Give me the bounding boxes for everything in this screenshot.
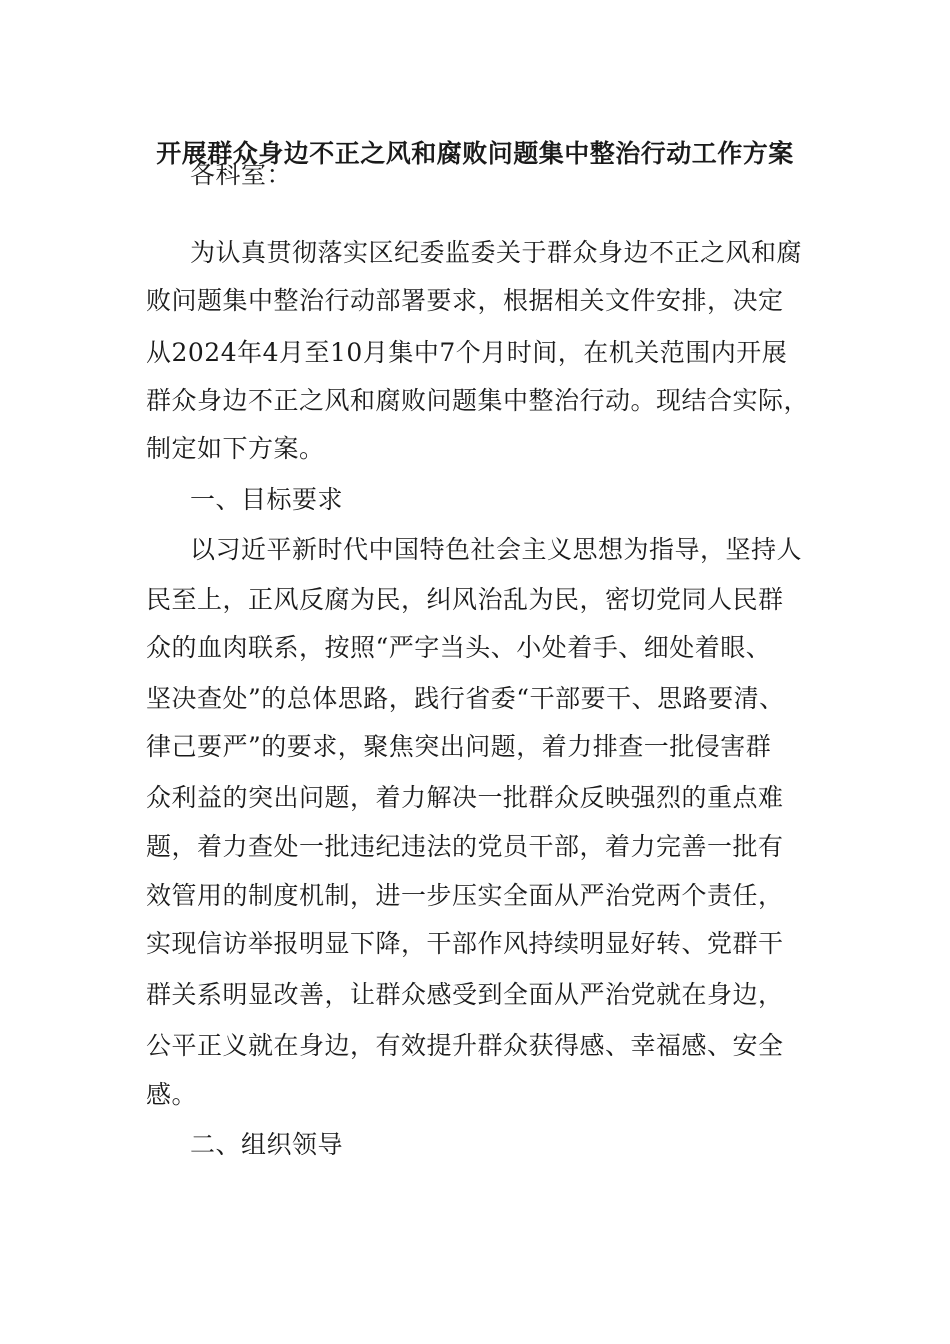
section-heading: 二、组织领导 (190, 1130, 344, 1159)
paragraph-line: 民至上，正风反腐为民，纠风治乱为民，密切党同人民群 (146, 585, 784, 614)
paragraph-line: 群众身边不正之风和腐败问题集中整治行动。现结合实际， (146, 386, 810, 415)
paragraph-line: 实现信访举报明显下降，干部作风持续明显好转、党群干 (146, 929, 784, 958)
section-heading: 一、目标要求 (190, 485, 344, 514)
paragraph-line: 以习近平新时代中国特色社会主义思想为指导，坚持人 (190, 535, 803, 564)
paragraph-line: 题，着力查处一批违纪违法的党员干部，着力完善一批有 (146, 832, 784, 861)
paragraph-line: 律己要严”的要求，聚焦突出问题，着力排查一批侵害群 (146, 732, 772, 761)
paragraph-line: 公平正义就在身边，有效提升群众获得感、幸福感、安全 (146, 1031, 784, 1060)
document-title: 开展群众身边不正之风和腐败问题集中整治行动工作方案 (156, 139, 794, 168)
paragraph-line: 为认真贯彻落实区纪委监委关于群众身边不正之风和腐 (190, 238, 803, 267)
paragraph-line: 从2024年4月至10月集中7个月时间，在机关范围内开展 (146, 338, 788, 367)
salutation: 各科室： (190, 160, 293, 189)
paragraph-line: 败问题集中整治行动部署要求，根据相关文件安排，决定 (146, 286, 784, 315)
paragraph-line: 制定如下方案。 (146, 434, 325, 463)
paragraph-line: 感。 (146, 1080, 198, 1109)
paragraph-line: 坚决查处”的总体思路，践行省委“干部要干、思路要清、 (146, 684, 785, 713)
paragraph-line: 效管用的制度机制，进一步压实全面从严治党两个责任， (146, 881, 784, 910)
paragraph-line: 群关系明显改善，让群众感受到全面从严治党就在身边， (146, 980, 784, 1009)
paragraph-line: 众利益的突出问题，着力解决一批群众反映强烈的重点难 (146, 783, 784, 812)
paragraph-line: 众的血肉联系，按照“严字当头、小处着手、细处着眼、 (146, 633, 772, 662)
